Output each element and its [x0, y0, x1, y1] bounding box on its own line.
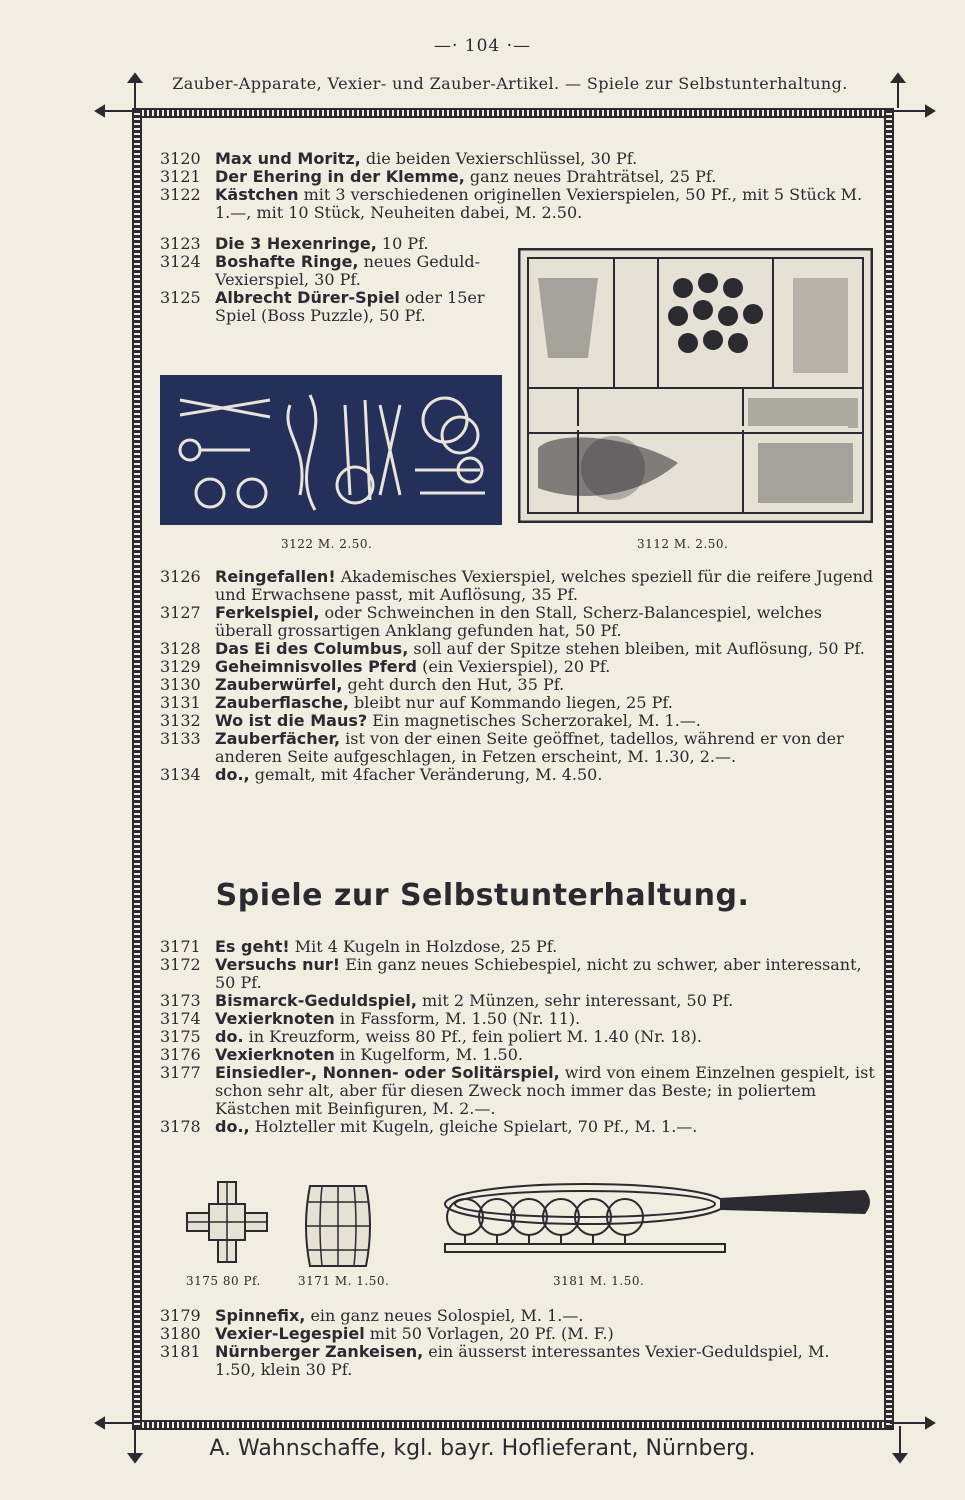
- entry-3129: 3129 Geheimnisvolles Pferd (ein Vexierspiel), 20 Pf.: [160, 657, 611, 676]
- entry-3127: 3127 Ferkelspiel, oder Schweinchen in den Stall, Scherz-Balancespiel, welches überall grossartigen Anklang gefunden hat, 50 Pf.: [160, 603, 822, 640]
- entries-block-3: [160, 938, 875, 1136]
- entry-3133: 3133 Zauberfächer, ist von der einen Seite geöffnet, tadellos, während er von der anderen Seite aufgeschlagen, in Fetzen erscheint, M. 1.30, 2.—.: [160, 729, 844, 766]
- section-title: Spiele zur Selbstunterhaltung.: [215, 878, 750, 913]
- entry-3134: 3134 do., gemalt, mit 4facher Veränderung, M. 4.50.: [160, 765, 603, 784]
- entry-3180: 3180 Vexier-Legespiel mit 50 Vorlagen, 20 Pf. (M. F.): [160, 1324, 614, 1343]
- entry-3131: 3131 Zauberflasche, bleibt nur auf Kommando liegen, 25 Pf.: [160, 693, 673, 712]
- entries-block-2: [160, 568, 875, 784]
- entry-3178: 3178 do., Holzteller mit Kugeln, gleiche Spielart, 70 Pf., M. 1.—.: [160, 1117, 698, 1136]
- entry-3128: 3128 Das Ei des Columbus, soll auf der Spitze stehen bleiben, mit Auflösung, 50 Pf.: [160, 639, 865, 658]
- entry-3172: 3172 Versuchs nur! Ein ganz neues Schiebespiel, nicht zu schwer, aber interessant, 50 Pf.: [160, 955, 862, 992]
- caption-3112: 3112 M. 2.50.: [637, 537, 729, 551]
- illustration-3171-barrel: [302, 1182, 374, 1270]
- entry-3120: 3120 Max und Moritz, die beiden Vexierschlüssel, 30 Pf.: [160, 149, 638, 168]
- caption-3181: 3181 M. 1.50.: [553, 1274, 645, 1288]
- entry-3174: 3174 Vexierknoten in Fassform, M. 1.50 (Nr. 11).: [160, 1009, 581, 1028]
- entry-3179: 3179 Spinnefix, ein ganz neues Solospiel, M. 1.—.: [160, 1306, 584, 1325]
- entry-3124: 3124 Boshafte Ringe, neues Geduld-Vexierspiel, 30 Pf.: [160, 252, 481, 289]
- caption-3122: 3122 M. 2.50.: [281, 537, 373, 551]
- frame-bottom-band: [132, 1420, 894, 1430]
- entry-3126: 3126 Reingefallen! Akademisches Vexierspiel, welches speziell für die reifere Jugend und Erwachsene passt, mit Auflösung, 35 Pf.: [160, 567, 874, 604]
- illustration-3175-cross-knot: [185, 1180, 270, 1265]
- caption-3175: 3175 80 Pf.: [186, 1274, 261, 1288]
- entry-3181: 3181 Nürnberger Zankeisen, ein äusserst interessantes Vexier-Geduldspiel, M. 1.50, klein 30 Pf.: [160, 1342, 830, 1379]
- frame-left-band: [132, 108, 142, 1430]
- ornament-left: —·: [433, 36, 465, 56]
- frame-right-band: [884, 108, 894, 1430]
- entries-block-1b: [160, 235, 505, 325]
- entry-3130: 3130 Zauberwürfel, geht durch den Hut, 35 Pf.: [160, 675, 565, 694]
- entry-3171: 3171 Es geht! Mit 4 Kugeln in Holzdose, 25 Pf.: [160, 937, 558, 956]
- illustration-3112-game-box: [518, 248, 873, 523]
- entry-3175: 3175 do. in Kreuzform, weiss 80 Pf., fein poliert M. 1.40 (Nr. 18).: [160, 1027, 702, 1046]
- illustration-3181-zankeisen: [435, 1172, 875, 1262]
- entry-3122: 3122 Kästchen mit 3 verschiedenen originellen Vexierspielen, 50 Pf., mit 5 Stück M. 1.—, mit 10 Stück, Neuheiten dabei, M. 2.50.: [160, 185, 863, 222]
- frame-top-band: [132, 108, 894, 118]
- entries-block-4: [160, 1307, 875, 1379]
- illustration-3122-puzzle-box: [160, 375, 502, 525]
- entry-3132: 3132 Wo ist die Maus? Ein magnetisches Scherzorakel, M. 1.—.: [160, 711, 701, 730]
- entry-3173: 3173 Bismarck-Geduldspiel, mit 2 Münzen, sehr interessant, 50 Pf.: [160, 991, 734, 1010]
- caption-3171: 3171 M. 1.50.: [298, 1274, 390, 1288]
- entry-3123: 3123 Die 3 Hexenringe, 10 Pf.: [160, 234, 429, 253]
- entry-3177: 3177 Einsiedler-, Nonnen- oder Solitärspiel, wird von einem Einzelnen gespielt, ist schon sehr alt, aber für diesen Zweck noch immer das Beste; in poliertem Kästchen mit Beinfiguren, M. 2.—.: [160, 1063, 875, 1118]
- page-number: —· 104 ·—: [433, 36, 532, 56]
- entry-3121: 3121 Der Ehering in der Klemme, ganz neues Drahträtsel, 25 Pf.: [160, 167, 717, 186]
- entries-block-1: [160, 150, 875, 222]
- entry-3176: 3176 Vexierknoten in Kugelform, M. 1.50.: [160, 1045, 523, 1064]
- running-head: Zauber-Apparate, Vexier- und Zauber-Artikel. — Spiele zur Selbstunterhaltung.: [172, 74, 848, 93]
- ornament-right: ·—: [500, 36, 532, 56]
- entry-3125: 3125 Albrecht Dürer-Spiel oder 15er Spiel (Boss Puzzle), 50 Pf.: [160, 288, 485, 325]
- publisher-footer: A. Wahnschaffe, kgl. bayr. Hoflieferant, Nürnberg.: [209, 1436, 756, 1461]
